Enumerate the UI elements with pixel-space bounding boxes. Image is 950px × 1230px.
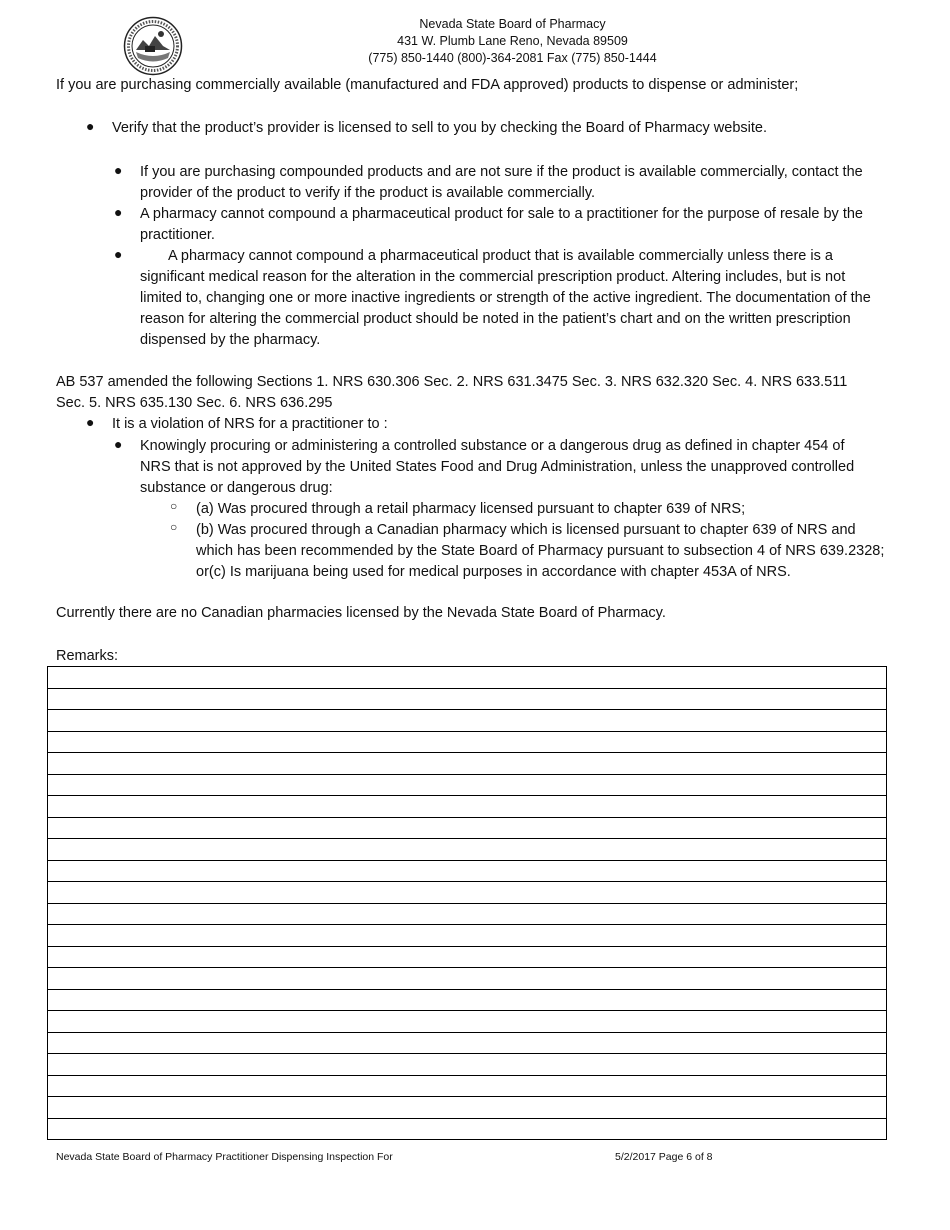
remarks-cell[interactable]	[48, 1011, 887, 1033]
remarks-cell[interactable]	[48, 1054, 887, 1076]
remarks-cell[interactable]	[48, 710, 887, 732]
remarks-cell[interactable]	[48, 688, 887, 710]
state-seal-icon	[123, 16, 183, 76]
letterhead	[300, 16, 725, 67]
remarks-row	[48, 1075, 887, 1097]
remarks-cell[interactable]	[48, 968, 887, 990]
sub-bullet-item: If you are purchasing compounded products and are not sure if the product is available commercially, contact the provider of the product to verify if the product is available commercially.	[140, 164, 863, 201]
remarks-cell[interactable]	[48, 667, 887, 689]
bullet-icon: ●	[86, 118, 95, 134]
remarks-row	[48, 710, 887, 732]
remarks-row	[48, 688, 887, 710]
remarks-row	[48, 925, 887, 947]
remarks-row	[48, 882, 887, 904]
remarks-row	[48, 667, 887, 689]
circle-item: (a) Was procured through a retail pharmacy licensed pursuant to chapter 639 of NRS;	[196, 501, 746, 517]
footer-form-name: Nevada State Board of Pharmacy Practitioner Dispensing Inspection For	[56, 1151, 393, 1163]
violation-bullet: It is a violation of NRS for a practitioner to :	[112, 416, 388, 432]
remarks-row	[48, 946, 887, 968]
remarks-cell[interactable]	[48, 796, 887, 818]
bullet-icon: ●	[86, 414, 95, 430]
remarks-cell[interactable]	[48, 1097, 887, 1119]
verify-bullet: Verify that the product’s provider is licensed to sell to you by checking the Board of Pharmacy website.	[112, 120, 767, 136]
remarks-row	[48, 774, 887, 796]
remarks-cell[interactable]	[48, 774, 887, 796]
circle-item: (b) Was procured through a Canadian pharmacy which is licensed pursuant to chapter 639 of NRS and which has been recommended by the State Board of Pharmacy pursuant to subsection 4 of NRS 639.2328; or(c) Is marijuana being used for medical purposes in accordance with chapter 453A of NRS.	[196, 522, 885, 580]
remarks-cell[interactable]	[48, 903, 887, 925]
bullet-icon: ●	[114, 246, 123, 262]
sub-bullet-item: A pharmacy cannot compound a pharmaceutical product that is available commercially unless there is a significant medical reason for the alteration in the commercial prescription product. Altering includes, but is not limited to, changing one or more inactive ingredients or strength of the active ingredient. The documentation of the reason for altering the commercial product should be noted in the patient’s chart and on the written prescription dispensed by the pharmacy.	[140, 248, 871, 348]
org-address: 431 W. Plumb Lane Reno, Nevada 89509	[397, 34, 628, 48]
remarks-row	[48, 796, 887, 818]
remarks-cell[interactable]	[48, 946, 887, 968]
remarks-row	[48, 968, 887, 990]
remarks-cell[interactable]	[48, 1075, 887, 1097]
remarks-row	[48, 860, 887, 882]
remarks-row	[48, 817, 887, 839]
violation-sub-bullet: Knowingly procuring or administering a controlled substance or a dangerous drug as defined in chapter 454 of NRS that is not approved by the United States Food and Drug Administration, unless the unapproved controlled substance or dangerous drug:	[140, 438, 855, 496]
bullet-icon: ●	[114, 204, 123, 220]
remarks-cell[interactable]	[48, 989, 887, 1011]
remarks-cell[interactable]	[48, 753, 887, 775]
remarks-row	[48, 903, 887, 925]
remarks-row	[48, 1032, 887, 1054]
remarks-row	[48, 1011, 887, 1033]
bullet-icon: ●	[114, 162, 123, 178]
remarks-cell[interactable]	[48, 1032, 887, 1054]
remarks-row	[48, 1097, 887, 1119]
org-name: Nevada State Board of Pharmacy	[419, 17, 606, 31]
sub-bullet-item: A pharmacy cannot compound a pharmaceutical product for sale to a practitioner for the purpose of resale by the practitioner.	[140, 206, 863, 243]
remarks-cell[interactable]	[48, 860, 887, 882]
canadian-note: Currently there are no Canadian pharmacies licensed by the Nevada State Board of Pharmacy.	[56, 605, 666, 621]
remarks-cell[interactable]	[48, 817, 887, 839]
remarks-row	[48, 1118, 887, 1140]
bullet-icon: ●	[114, 436, 123, 452]
circle-bullet-icon: ○	[170, 499, 178, 513]
remarks-row	[48, 731, 887, 753]
remarks-label: Remarks:	[56, 648, 119, 664]
intro-paragraph: If you are purchasing commercially available (manufactured and FDA approved) products to dispense or administer;	[56, 77, 799, 93]
remarks-cell[interactable]	[48, 839, 887, 861]
remarks-cell[interactable]	[48, 882, 887, 904]
remarks-row	[48, 989, 887, 1011]
remarks-cell[interactable]	[48, 925, 887, 947]
circle-bullet-icon: ○	[170, 520, 178, 534]
remarks-cell[interactable]	[48, 1118, 887, 1140]
org-phone: (775) 850-1440 (800)-364-2081 Fax (775) 850-1444	[368, 51, 657, 65]
footer-date-page: 5/2/2017 Page 6 of 8	[615, 1151, 713, 1163]
remarks-row	[48, 839, 887, 861]
remarks-table	[47, 666, 887, 1140]
ab537-paragraph: AB 537 amended the following Sections 1. NRS 630.306 Sec. 2. NRS 631.3475 Sec. 3. NRS 632.320 Sec. 4. NRS 633.511 Sec. 5. NRS 635.130 Sec. 6. NRS 636.295	[56, 374, 848, 411]
remarks-row	[48, 1054, 887, 1076]
remarks-cell[interactable]	[48, 731, 887, 753]
remarks-row	[48, 753, 887, 775]
